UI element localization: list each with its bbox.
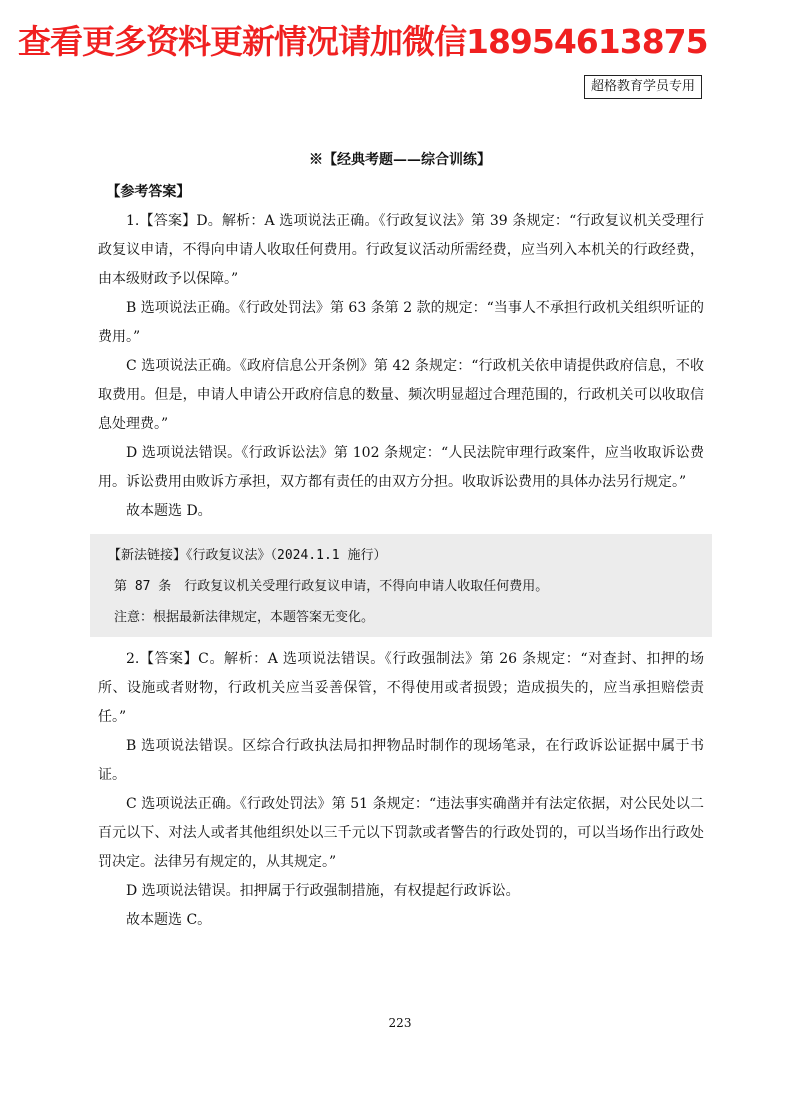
q1-answer: 1.【答案】D。解析：A 选项说法正确。《行政复议法》第 39 条规定：“行政复议机关受理行政复议申请，不得向申请人收取任何费用。行政复议活动所需经费，应当列入本机关的行政经费，由本级财政予以保障。” <box>98 213 704 287</box>
q1-option-c: C 选项说法正确。《政府信息公开条例》第 42 条规定：“行政机关依申请提供政府信息，不收取费用。但是，申请人申请公开政府信息的数量、频次明显超过合理范围的，行政机关可以收取信息处理费。” <box>98 358 704 432</box>
section-title: ※【经典考题——综合训练】 <box>309 152 491 168</box>
q2-conclusion: 故本题选 C。 <box>126 912 212 928</box>
q1-option-b: B 选项说法正确。《行政处罚法》第 63 条第 2 款的规定：“当事人不承担行政机关组织听证的费用。” <box>98 300 704 345</box>
page-number: 223 <box>388 1016 412 1030</box>
new-law-link-box <box>90 534 712 637</box>
q1-option-d: D 选项说法错误。《行政诉讼法》第 102 条规定：“人民法院审理行政案件，应当收取诉讼费用。诉讼费用由败诉方承担，双方都有责任的由双方分担。收取诉讼费用的具体办法另行规定。” <box>98 445 704 490</box>
student-badge: 超格教育学员专用 <box>584 75 702 99</box>
law-box-note: 注意：根据最新法律规定，本题答案无变化。 <box>114 610 375 625</box>
reference-answer-header: 【参考答案】 <box>106 184 191 200</box>
watermark-banner: 查看更多资料更新情况请加微信18954613875 <box>18 22 708 61</box>
answer-content <box>98 178 704 935</box>
law-box-article: 第 87 条 行政复议机关受理行政复议申请，不得向申请人收取任何费用。 <box>114 579 549 594</box>
q2-option-d: D 选项说法错误。扣押属于行政强制措施，有权提起行政诉讼。 <box>126 883 520 899</box>
q2-option-c: C 选项说法正确。《行政处罚法》第 51 条规定：“违法事实确凿并有法定依据，对公民处以二百元以下、对法人或者其他组织处以三千元以下罚款或者警告的行政处罚的，可以当场作出行政处罚决定。法律另有规定的，从其规定。” <box>98 796 704 870</box>
law-box-title: 【新法链接】《行政复议法》（2024.1.1 施行） <box>108 548 387 563</box>
q2-option-b: B 选项说法错误。区综合行政执法局扣押物品时制作的现场笔录，在行政诉讼证据中属于书证。 <box>98 738 704 783</box>
q1-conclusion: 故本题选 D。 <box>126 503 212 519</box>
q2-answer: 2.【答案】C。解析：A 选项说法错误。《行政强制法》第 26 条规定：“对查封、扣押的场所、设施或者财物，行政机关应当妥善保管，不得使用或者损毁；造成损失的，应当承担赔偿责任。” <box>98 651 704 725</box>
